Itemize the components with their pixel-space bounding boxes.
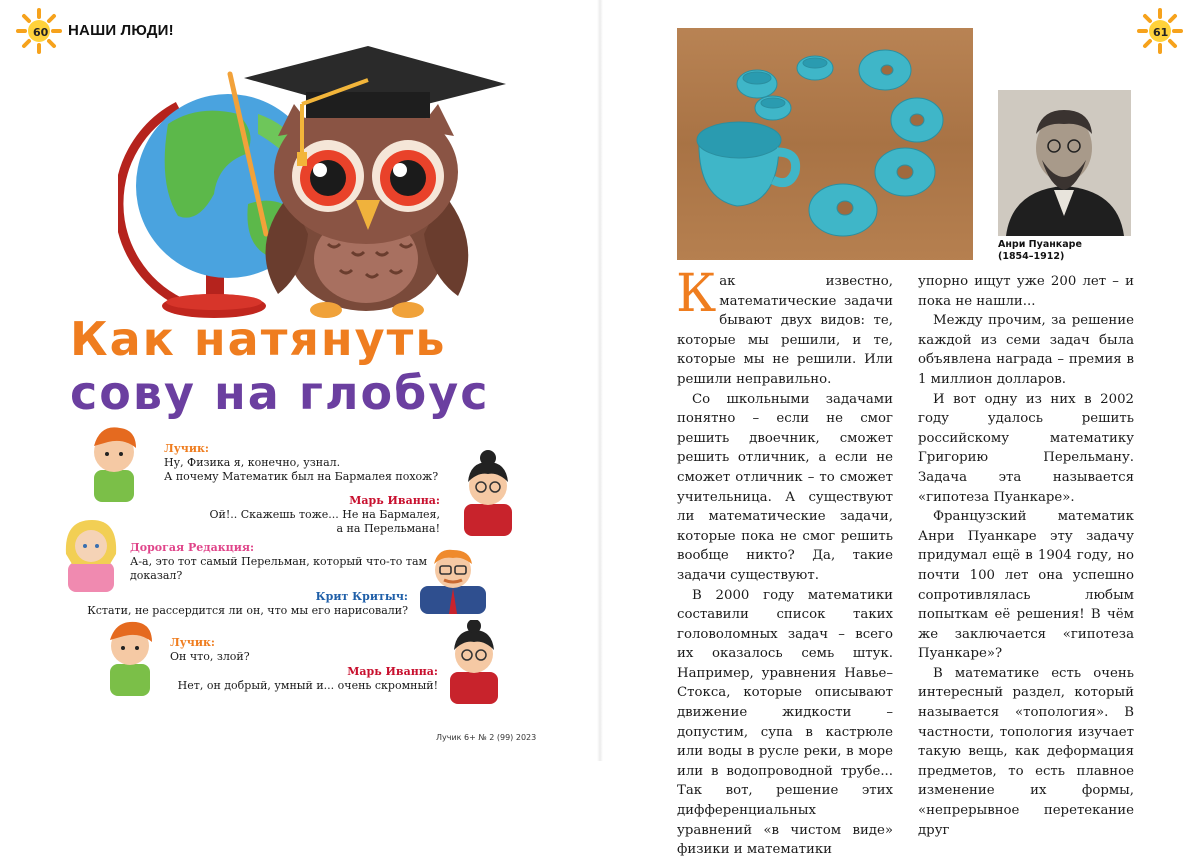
speech-text: Ой!.. Скажешь тоже... Не на Бармалея, а на Перельмана! — [209, 508, 440, 535]
article-title-line2: сову на глобус — [70, 366, 490, 420]
speech-text: Ну, Физика я, конечно, узнал. А почему Математик был на Бармалея похож? — [164, 456, 439, 483]
speaker-name: Крит Критыч: — [315, 590, 408, 603]
caption-name: Анри Пуанкаре — [998, 239, 1082, 250]
poincare-portrait-photo — [998, 90, 1131, 236]
topology-cups-photo — [677, 28, 973, 260]
speech-text: Кстати, не рассердится ли он, что мы его нарисовали? — [87, 604, 408, 617]
article-paragraph: И вот одну из них в 2002 году удалось решить российскому математику Григорию Перельману. Задача эта называется «гипотеза Пуанкаре». — [918, 391, 1134, 505]
page-number: 60 — [33, 26, 49, 39]
article-paragraph: Между прочим, за решение каждой из семи задач была объявлена награда – премия в 1 миллион долларов. — [918, 313, 1134, 387]
left-page — [0, 0, 600, 761]
portrait-caption — [998, 239, 1082, 263]
dialogue-line-4 — [87, 590, 408, 618]
speech-text: Он что, злой? — [170, 650, 250, 663]
owl-icon — [266, 100, 469, 318]
article-paragraph: Как известно, математические задачи бывают двух видов: те, которые мы решили, и те, которые мы не решили. Или решили неправильно. — [676, 264, 893, 387]
speaker-name: Лучик: — [164, 442, 209, 455]
speech-text: Нет, он добрый, умный и... очень скромный! — [177, 679, 438, 692]
article-column-2 — [918, 272, 1134, 840]
dear-editor-character-icon — [60, 514, 122, 592]
maria-ivanna-character-icon-2 — [444, 620, 504, 704]
drop-cap: К — [676, 264, 717, 324]
speaker-name: Лучик: — [170, 636, 215, 649]
speech-text: А-а, это тот самый Перельман, который что-то там доказал? — [130, 555, 428, 582]
article-paragraph: Со школьными задачами понятно – если не смог решить двоечник, сможет решить отличник, а если не сможет отличник – то сможет учительница. А существуют ли математические задачи, которые пока не смог решить вообще никто? Да, такие задачи существуют. — [677, 391, 893, 583]
dialogue-line-6 — [178, 665, 438, 693]
dialogue-line-2 — [210, 494, 441, 536]
owl-globe-illustration — [118, 44, 518, 334]
article-paragraph: Французский математик Анри Пуанкаре эту задачу придумал ещё в 1904 году, но почти 100 лет она успешно сопротивлялась любым попыткам её решения! В чём же заключается «гипотеза Пуанкаре»? — [918, 509, 1134, 662]
article-title-line1: Как натянуть — [70, 312, 447, 366]
dialogue-line-3 — [130, 541, 427, 583]
speaker-name: Дорогая Редакция: — [130, 541, 255, 554]
article-paragraph: В 2000 году математики составили список таких головоломных задач – всего их оказалось семь штук. Например, уравнения Навье–Стокса, которые описывают движение жидкости – допустим, супа в кастрюле или воды в русле реки, в море или в водопроводной трубе... Так вот, решение этих дифференциальных уравнений «в чистом виде» физики и математики — [677, 587, 893, 858]
article-paragraph: В математике есть очень интересный раздел, который называется «топология». В частности, топология изучает такую вещь, как деформация предметов, то есть плавное изменение их формы, «непрерывное перетекание друг — [918, 665, 1134, 838]
speaker-name: Марь Иванна: — [347, 665, 438, 678]
article-column-1 — [676, 264, 893, 860]
dialogue-line-1 — [164, 442, 438, 484]
article-paragraph: упорно ищут уже 200 лет – и пока не нашли... — [918, 274, 1134, 309]
section-title: НАШИ ЛЮДИ! — [68, 22, 174, 39]
dialogue-line-5 — [170, 636, 250, 664]
luchik-character-icon-2 — [100, 618, 160, 696]
luchik-character-icon — [80, 422, 150, 502]
speaker-name: Марь Иванна: — [349, 494, 440, 507]
page-number: 61 — [1153, 26, 1169, 39]
right-page — [600, 0, 1200, 858]
caption-years: (1854–1912) — [998, 251, 1065, 262]
maria-ivanna-character-icon — [458, 450, 518, 536]
magazine-footer: Лучик 6+ № 2 (99) 2023 — [436, 733, 537, 742]
